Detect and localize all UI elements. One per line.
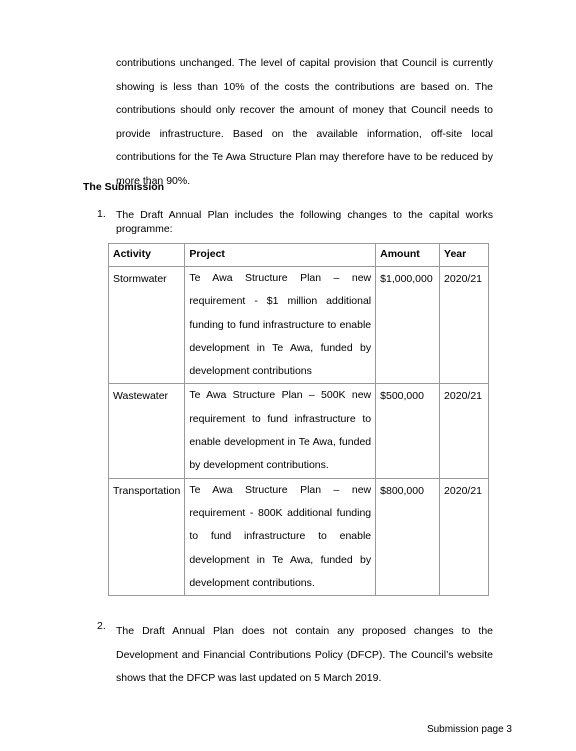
list-item-text: The Draft Annual Plan does not contain any proposed changes to the Development and Financial Contributions Policy (DFCP). The Council’s website shows that the DFCP was last updated on 5 March 2019. [116, 625, 493, 684]
capital-works-table [108, 243, 489, 596]
list-item [97, 208, 493, 236]
cell-amount: $1,000,000 [376, 267, 440, 384]
cell-project: Te Awa Structure Plan – 500K new requirement to fund infrastructure to enable development in Te Awa, funded by development contributions. [185, 384, 376, 478]
cell-activity: Wastewater [109, 384, 185, 478]
table-header-row [109, 244, 489, 267]
page-footer: Submission page 3 [426, 724, 512, 735]
list-item-number: 2. [97, 620, 106, 632]
cell-activity: Transportation [109, 478, 185, 595]
cell-amount: $800,000 [376, 478, 440, 595]
table-row [109, 478, 489, 595]
table-row [109, 267, 489, 384]
header-amount: Amount [376, 244, 440, 267]
cell-year: 2020/21 [440, 267, 489, 384]
header-project: Project [185, 244, 376, 267]
list-item [97, 620, 493, 691]
cell-activity: Stormwater [109, 267, 185, 384]
intro-paragraph: contributions unchanged. The level of capital provision that Council is currently showing is less than 10% of the costs the contributions are based on. The contributions should only recover the amount of money that Council needs to provide infrastructure. Based on the available information, off-site local contributions for the Te Awa Structure Plan may therefore have to be reduced by more than 90%. [116, 57, 493, 187]
header-activity: Activity [109, 244, 185, 267]
cell-year: 2020/21 [440, 478, 489, 595]
list-item-text: The Draft Annual Plan includes the following changes to the capital works programme: [116, 209, 493, 235]
list-item-number: 1. [97, 208, 106, 220]
section-heading: The Submission [83, 181, 165, 193]
table-row [109, 384, 489, 478]
cell-project: Te Awa Structure Plan – new requirement - $1 million additional funding to fund infrastructure to enable development in Te Awa, funded by development contributions [185, 267, 376, 384]
header-year: Year [440, 244, 489, 267]
cell-amount: $500,000 [376, 384, 440, 478]
cell-project: Te Awa Structure Plan – new requirement - 800K additional funding to fund infrastructure to enable development in Te Awa, funded by development contributions. [185, 478, 376, 595]
cell-year: 2020/21 [440, 384, 489, 478]
